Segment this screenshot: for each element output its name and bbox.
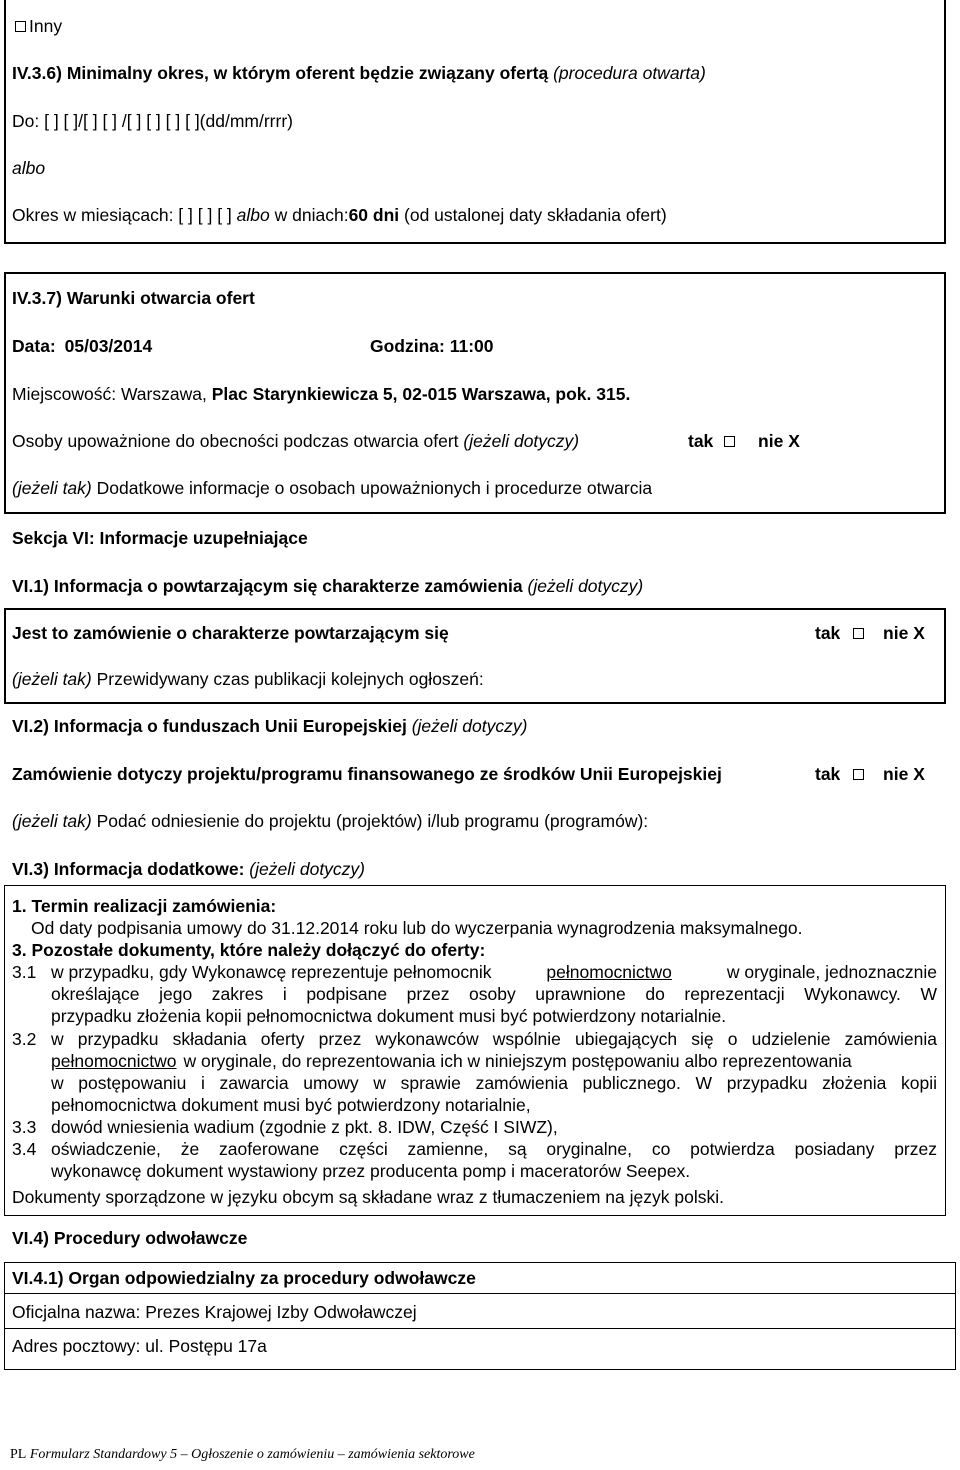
vi2-heading bbox=[12, 715, 527, 737]
item1-l1-a: w przypadku, gdy Wykonawcę reprezentuje pełnomocnik bbox=[51, 962, 492, 982]
item2-l2-underline: pełnomocnictwo bbox=[51, 1051, 177, 1071]
opening-time bbox=[370, 335, 494, 357]
vi3-heading bbox=[12, 858, 365, 880]
page-footer bbox=[10, 1447, 475, 1463]
osoby-choice bbox=[688, 430, 800, 452]
termin-text: Od daty podpisania umowy do 31.12.2014 roku lub do wyczerpania wynagrodzenia maksymalnego. bbox=[31, 918, 803, 938]
osoby-nie: nie X bbox=[758, 431, 800, 451]
osoby-text: Osoby upoważnione do obecności podczas otwarcia ofert bbox=[12, 431, 459, 451]
vi1-sub-note: (jeżeli tak) bbox=[12, 669, 92, 689]
item1-l1-underline: pełnomocnictwo bbox=[546, 962, 672, 982]
vi41-divider-1 bbox=[4, 1293, 956, 1294]
data-label: Data: bbox=[12, 336, 56, 356]
item3-text: dowód wniesienia wadium (zgodnie z pkt. 8. IDW, Część I SIWZ), bbox=[51, 1117, 558, 1137]
item2-line2 bbox=[51, 1050, 937, 1072]
vi2-choice bbox=[815, 763, 925, 785]
osoby-tak-checkbox[interactable] bbox=[724, 436, 735, 447]
adres-pocztowy: Adres pocztowy: ul. Postępu 17a bbox=[12, 1336, 267, 1356]
vi1-sub-text: Przewidywany czas publikacji kolejnych ogłoszeń: bbox=[96, 669, 484, 689]
vi1-note: (jeżeli dotyczy) bbox=[527, 576, 644, 596]
miejscowosc-address: Plac Starynkiewicza 5, 02-015 Warszawa, pok. 315. bbox=[211, 384, 631, 404]
opening-date bbox=[12, 335, 152, 357]
item2-number: 3.2 bbox=[12, 1029, 37, 1049]
iv37-heading bbox=[12, 287, 255, 309]
item4-text bbox=[51, 1138, 937, 1182]
vi2-title: VI.2) Informacja o funduszach Unii Europejskiej bbox=[12, 716, 407, 736]
inny-label: Inny bbox=[29, 16, 63, 36]
data-value: 05/03/2014 bbox=[64, 336, 153, 356]
okres-note: (od ustalonej daty składania ofert) bbox=[404, 205, 667, 225]
albo-text: albo bbox=[12, 158, 46, 178]
iv36-number: IV.3.6) bbox=[12, 63, 62, 83]
vi2-tak: tak bbox=[815, 764, 841, 784]
termin-heading: 1. Termin realizacji zamówienia: bbox=[12, 896, 277, 916]
vi2-nie: nie X bbox=[883, 764, 925, 784]
item2-line4: pełnomocnictwa dokument musi być potwierdzony notarialnie, bbox=[51, 1095, 531, 1115]
iv36-heading bbox=[12, 62, 706, 84]
vi1-title: VI.1) Informacja o powtarzającym się charakterze zamówienia bbox=[12, 576, 523, 596]
item1-line3: przypadku złożenia kopii pełnomocnictwa dokument musi być potwierdzony notarialnie. bbox=[51, 1006, 727, 1026]
section-vi-title: Sekcja VI: Informacje uzupełniające bbox=[12, 528, 308, 548]
vi1-question: Jest to zamówienie o charakterze powtarzającym się bbox=[12, 623, 449, 643]
item1-line1 bbox=[51, 961, 937, 983]
vi2-question: Zamówienie dotyczy projektu/programu finansowanego ze środków Unii Europejskiej bbox=[12, 764, 722, 784]
item1-l1-b: w oryginale, jednoznacznie bbox=[726, 962, 937, 982]
miejscowosc-line bbox=[12, 383, 630, 405]
vi2-tak-checkbox[interactable] bbox=[853, 769, 864, 780]
vi1-tak-checkbox[interactable] bbox=[853, 628, 864, 639]
dodatkowe-line bbox=[12, 477, 652, 499]
item2-line1: w przypadku składania oferty przez wykonawców wspólnie ubiegających się o udzielenie zamówienia bbox=[51, 1029, 937, 1049]
item2-line3: w postępowaniu i zawarcia umowy w sprawie zamówienia publicznego. W przypadku złożenia kopii bbox=[51, 1073, 937, 1093]
vi41-heading: VI.4.1) Organ odpowiedzialny za procedury odwoławcze bbox=[12, 1268, 476, 1288]
inny-checkbox[interactable] bbox=[15, 21, 26, 32]
okres-days-value: 60 dni bbox=[348, 205, 400, 225]
inny-option bbox=[12, 15, 62, 37]
vi2-note: (jeżeli dotyczy) bbox=[411, 716, 528, 736]
vi1-sub bbox=[12, 668, 484, 690]
godzina-label: Godzina: bbox=[370, 336, 445, 356]
item4-line1: oświadczenie, że zaoferowane części zamienne, są oryginalne, co potwierdza posiadany przez bbox=[51, 1139, 937, 1159]
okres-days-label: w dniach: bbox=[274, 205, 349, 225]
osoby-line bbox=[12, 430, 579, 452]
footer-text: Formularz Standardowy 5 – Ogłoszenie o zamówieniu – zamówienia sektorowe bbox=[29, 1447, 475, 1462]
item1-line2: określające jego zakres i podpisane przez osoby uprawnione do reprezentacji Wykonawcy. W bbox=[51, 984, 937, 1004]
item3-number: 3.3 bbox=[12, 1117, 37, 1137]
iv36-note: (procedura otwarta) bbox=[553, 63, 706, 83]
okres-months: Okres w miesiącach: [ ] [ ] [ ] bbox=[12, 205, 232, 225]
item1-number: 3.1 bbox=[12, 962, 37, 982]
okres-albo: albo bbox=[236, 205, 270, 225]
dokumenty-text: Dokumenty sporządzone w języku obcym są składane wraz z tłumaczeniem na język polski. bbox=[12, 1187, 724, 1207]
vi1-choice bbox=[815, 622, 925, 644]
vi3-note: (jeżeli dotyczy) bbox=[249, 859, 366, 879]
vi2-sub-text: Podać odniesienie do projektu (projektów) i/lub programu (programów): bbox=[96, 811, 649, 831]
item4-line2: wykonawcę dokument wystawiony przez producenta pomp i maceratorów Seepex. bbox=[51, 1161, 691, 1181]
vi2-sub-note: (jeżeli tak) bbox=[12, 811, 92, 831]
vi1-heading bbox=[12, 575, 643, 597]
osoby-tak: tak bbox=[688, 431, 714, 451]
do-date-line: Do: [ ] [ ]/[ ] [ ] /[ ] [ ] [ ] [ ](dd/mm/rrrr) bbox=[12, 111, 293, 131]
dodatkowe-note: (jeżeli tak) bbox=[12, 478, 92, 498]
vi3-title: VI.3) Informacja dodatkowe: bbox=[12, 859, 245, 879]
vi4-heading: VI.4) Procedury odwoławcze bbox=[12, 1228, 248, 1248]
item2-l2-b: w oryginale, do reprezentowania ich w niniejszym postępowaniu albo reprezentowania bbox=[183, 1051, 852, 1071]
miejscowosc-label: Miejscowość: bbox=[12, 384, 117, 404]
iv37-title: Warunki otwarcia ofert bbox=[66, 288, 255, 308]
vi2-sub bbox=[12, 810, 648, 832]
vi41-divider-2 bbox=[4, 1328, 956, 1329]
miejscowosc-city: Warszawa, bbox=[120, 384, 207, 404]
osoby-note: (jeżeli dotyczy) bbox=[463, 431, 580, 451]
vi1-nie: nie X bbox=[883, 623, 925, 643]
vi1-tak: tak bbox=[815, 623, 841, 643]
iv37-number: IV.3.7) bbox=[12, 288, 62, 308]
footer-pl: PL bbox=[10, 1447, 27, 1462]
godzina-value: 11:00 bbox=[449, 336, 494, 356]
dodatkowe-text: Dodatkowe informacje o osobach upoważnionych i procedurze otwarcia bbox=[96, 478, 653, 498]
item2-text bbox=[51, 1028, 937, 1116]
okres-line bbox=[12, 204, 667, 226]
oficjalna-nazwa: Oficjalna nazwa: Prezes Krajowej Izby Odwoławczej bbox=[12, 1302, 417, 1322]
item1-text bbox=[51, 961, 937, 1027]
pozostale-heading: 3. Pozostałe dokumenty, które należy dołączyć do oferty: bbox=[12, 940, 486, 960]
item4-number: 3.4 bbox=[12, 1139, 37, 1159]
iv36-title: Minimalny okres, w którym oferent będzie związany ofertą bbox=[66, 63, 549, 83]
